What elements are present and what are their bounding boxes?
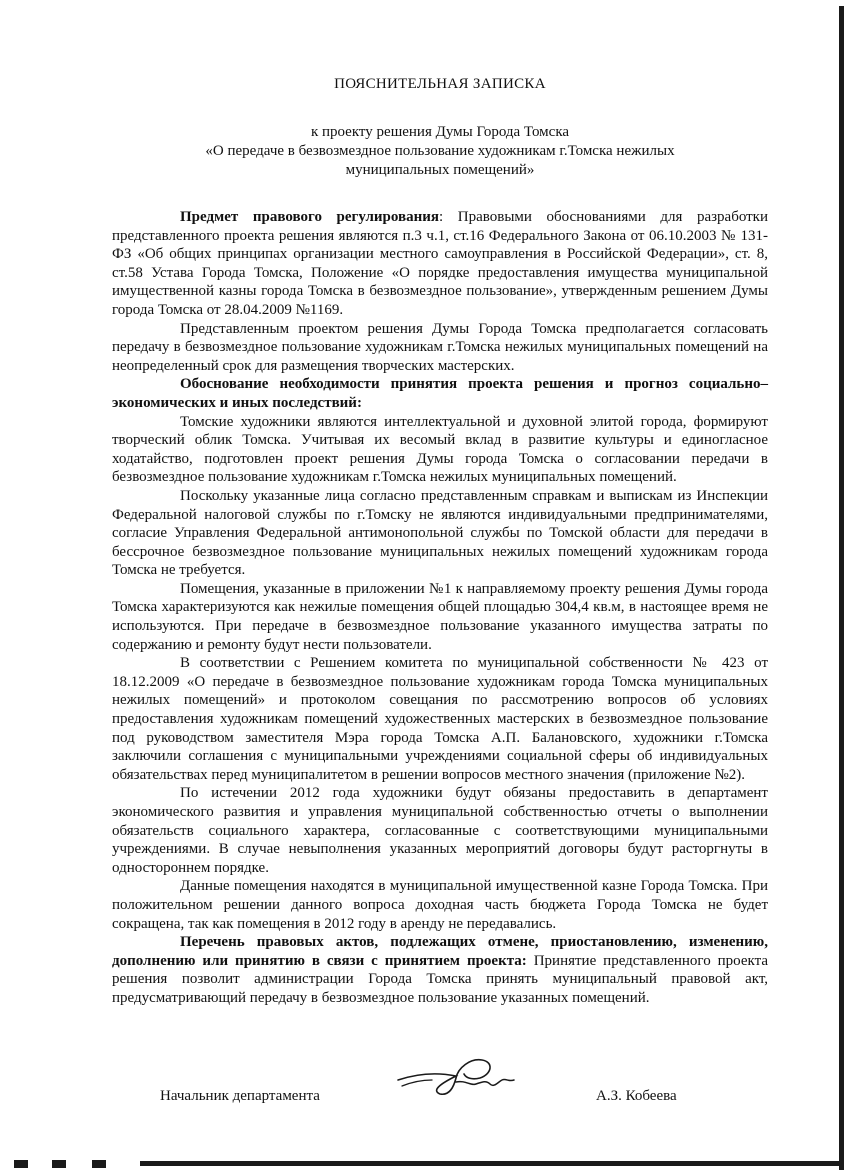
document-page [112, 76, 768, 1008]
signature-title: Начальник департамента [160, 1088, 320, 1104]
paragraph-premises: Помещения, указанные в приложении №1 к направляемому проекту решения Думы города Томска характеризуются как нежилые помещения общей площадью 304,4 кв.м, в настоящее время не используются. При передаче в безвозмездное пользование указанного имущества затраты по содержанию и ремонту будут нести пользователи. [112, 580, 768, 653]
signature-name: А.З. Кобеева [596, 1088, 677, 1104]
paragraph-heading: Перечень правовых актов, подлежащих отмене, приостановлению, изменению, дополнению или принятию в связи с принятием проекта: [112, 934, 768, 969]
scan-border-right [839, 6, 844, 1170]
paragraph-regulation-subject [112, 208, 768, 320]
scan-mark [92, 1160, 106, 1168]
document-subtitle [112, 123, 768, 180]
paragraph-committee-decision: В соответствии с Решением комитета по муниципальной собственности № 423 от 18.12.2009 «О передаче в безвозмездное пользование художникам города Томска муниципальных нежилых помещений» и протоколом совещания по рассмотрению вопросов об условиях предоставления художникам помещений художественных мастерских в безвозмездное пользование под руководством заместителя Мэра города Томска А.П. Балановского, художники г.Томска заключили соглашения с муниципальными учреждениями социальной сферы об индивидуальных обязательствах перед муниципалитетом в решении вопросов местного значения (приложение №2). [112, 655, 768, 783]
handwritten-signature [396, 1050, 526, 1106]
paragraph-heading: Предмет правового регулирования [180, 209, 440, 225]
paragraph-reports: По истечении 2012 года художники будут обязаны предоставить в департамент экономического развития и управления муниципальной собственностью отчеты о выполнении обязательств социального характера, согласованные с соответствующими муниципальными учреждениями. В случае невыполнения указанных мероприятий договоры будут расторгнуты в одностороннем порядке. [112, 785, 768, 876]
paragraph-tax-service: Поскольку указанные лица согласно представленным справкам и выпискам из Инспекции Федеральной налоговой службы по г.Томску не являются индивидуальными предпринимателями, согласие Управления Федеральной антимонопольной службы по Томской области для передачи в бессрочное безвозмездное пользование муниципальных нежилых помещений художникам города Томска не требуется. [112, 487, 768, 579]
paragraph-justification-heading [112, 375, 768, 412]
scan-mark [52, 1160, 66, 1168]
subtitle-line: «О передаче в безвозмездное пользование художникам г.Томска нежилых [205, 143, 675, 159]
paragraph-budget: Данные помещения находятся в муниципальной имущественной казне Города Томска. При положительном решении данного вопроса доходная часть бюджета Города Томска не будет сокращена, так как помещения в 2012 году в аренду не передавались. [112, 878, 768, 932]
paragraph-text: : Правовыми обоснованиями для разработки представленного проекта решения являются п.3 ч.1, ст.16 Федерального Закона от 06.10.2003 № 131-ФЗ «Об общих принципах организации местного самоуправления в Российской Федерации», ст. 8, ст.58 Устава Города Томска, Положение «О порядке предоставления имущества муниципальной имущественной казны города Томска в безвозмездное пользование», утвержденным решением Думы города Томска от 28.04.2009 №1169. [112, 209, 768, 318]
paragraph-text: Принятие представленного проекта решения позволит администрации Города Томска принять муниципальный правовой акт, предусматривающий передачу в безвозмездное пользование указанных помещений. [112, 952, 768, 1006]
document-title: ПОЯСНИТЕЛЬНАЯ ЗАПИСКА [334, 76, 546, 92]
paragraph-heading: Обоснование необходимости принятия проекта решения и прогноз социально–экономических и иных последствий: [112, 376, 768, 411]
paragraph-artists: Томские художники являются интеллектуальной и духовной элитой города, формируют творческий облик Томска. Учитывая их весомый вклад в развитие культуры и единогласное ходатайство, подготовлен проект решения Думы города Томска о согласовании передачи в безвозмездное пользование художникам г.Томска нежилых муниципальных помещений. [112, 413, 768, 486]
subtitle-line: к проекту решения Думы Города Томска [310, 124, 570, 140]
subtitle-line: муниципальных помещений» [345, 162, 535, 178]
scan-mark [14, 1160, 28, 1168]
paragraph-proposal: Представленным проектом решения Думы Города Томска предполагается согласовать передачу в безвозмездное пользование художникам г.Томска нежилых муниципальных помещений на неопределенный срок для размещения творческих мастерских. [112, 320, 768, 374]
scan-border-bottom [140, 1161, 844, 1166]
paragraph-legal-acts [112, 933, 768, 1007]
signature-block [160, 1050, 720, 1110]
